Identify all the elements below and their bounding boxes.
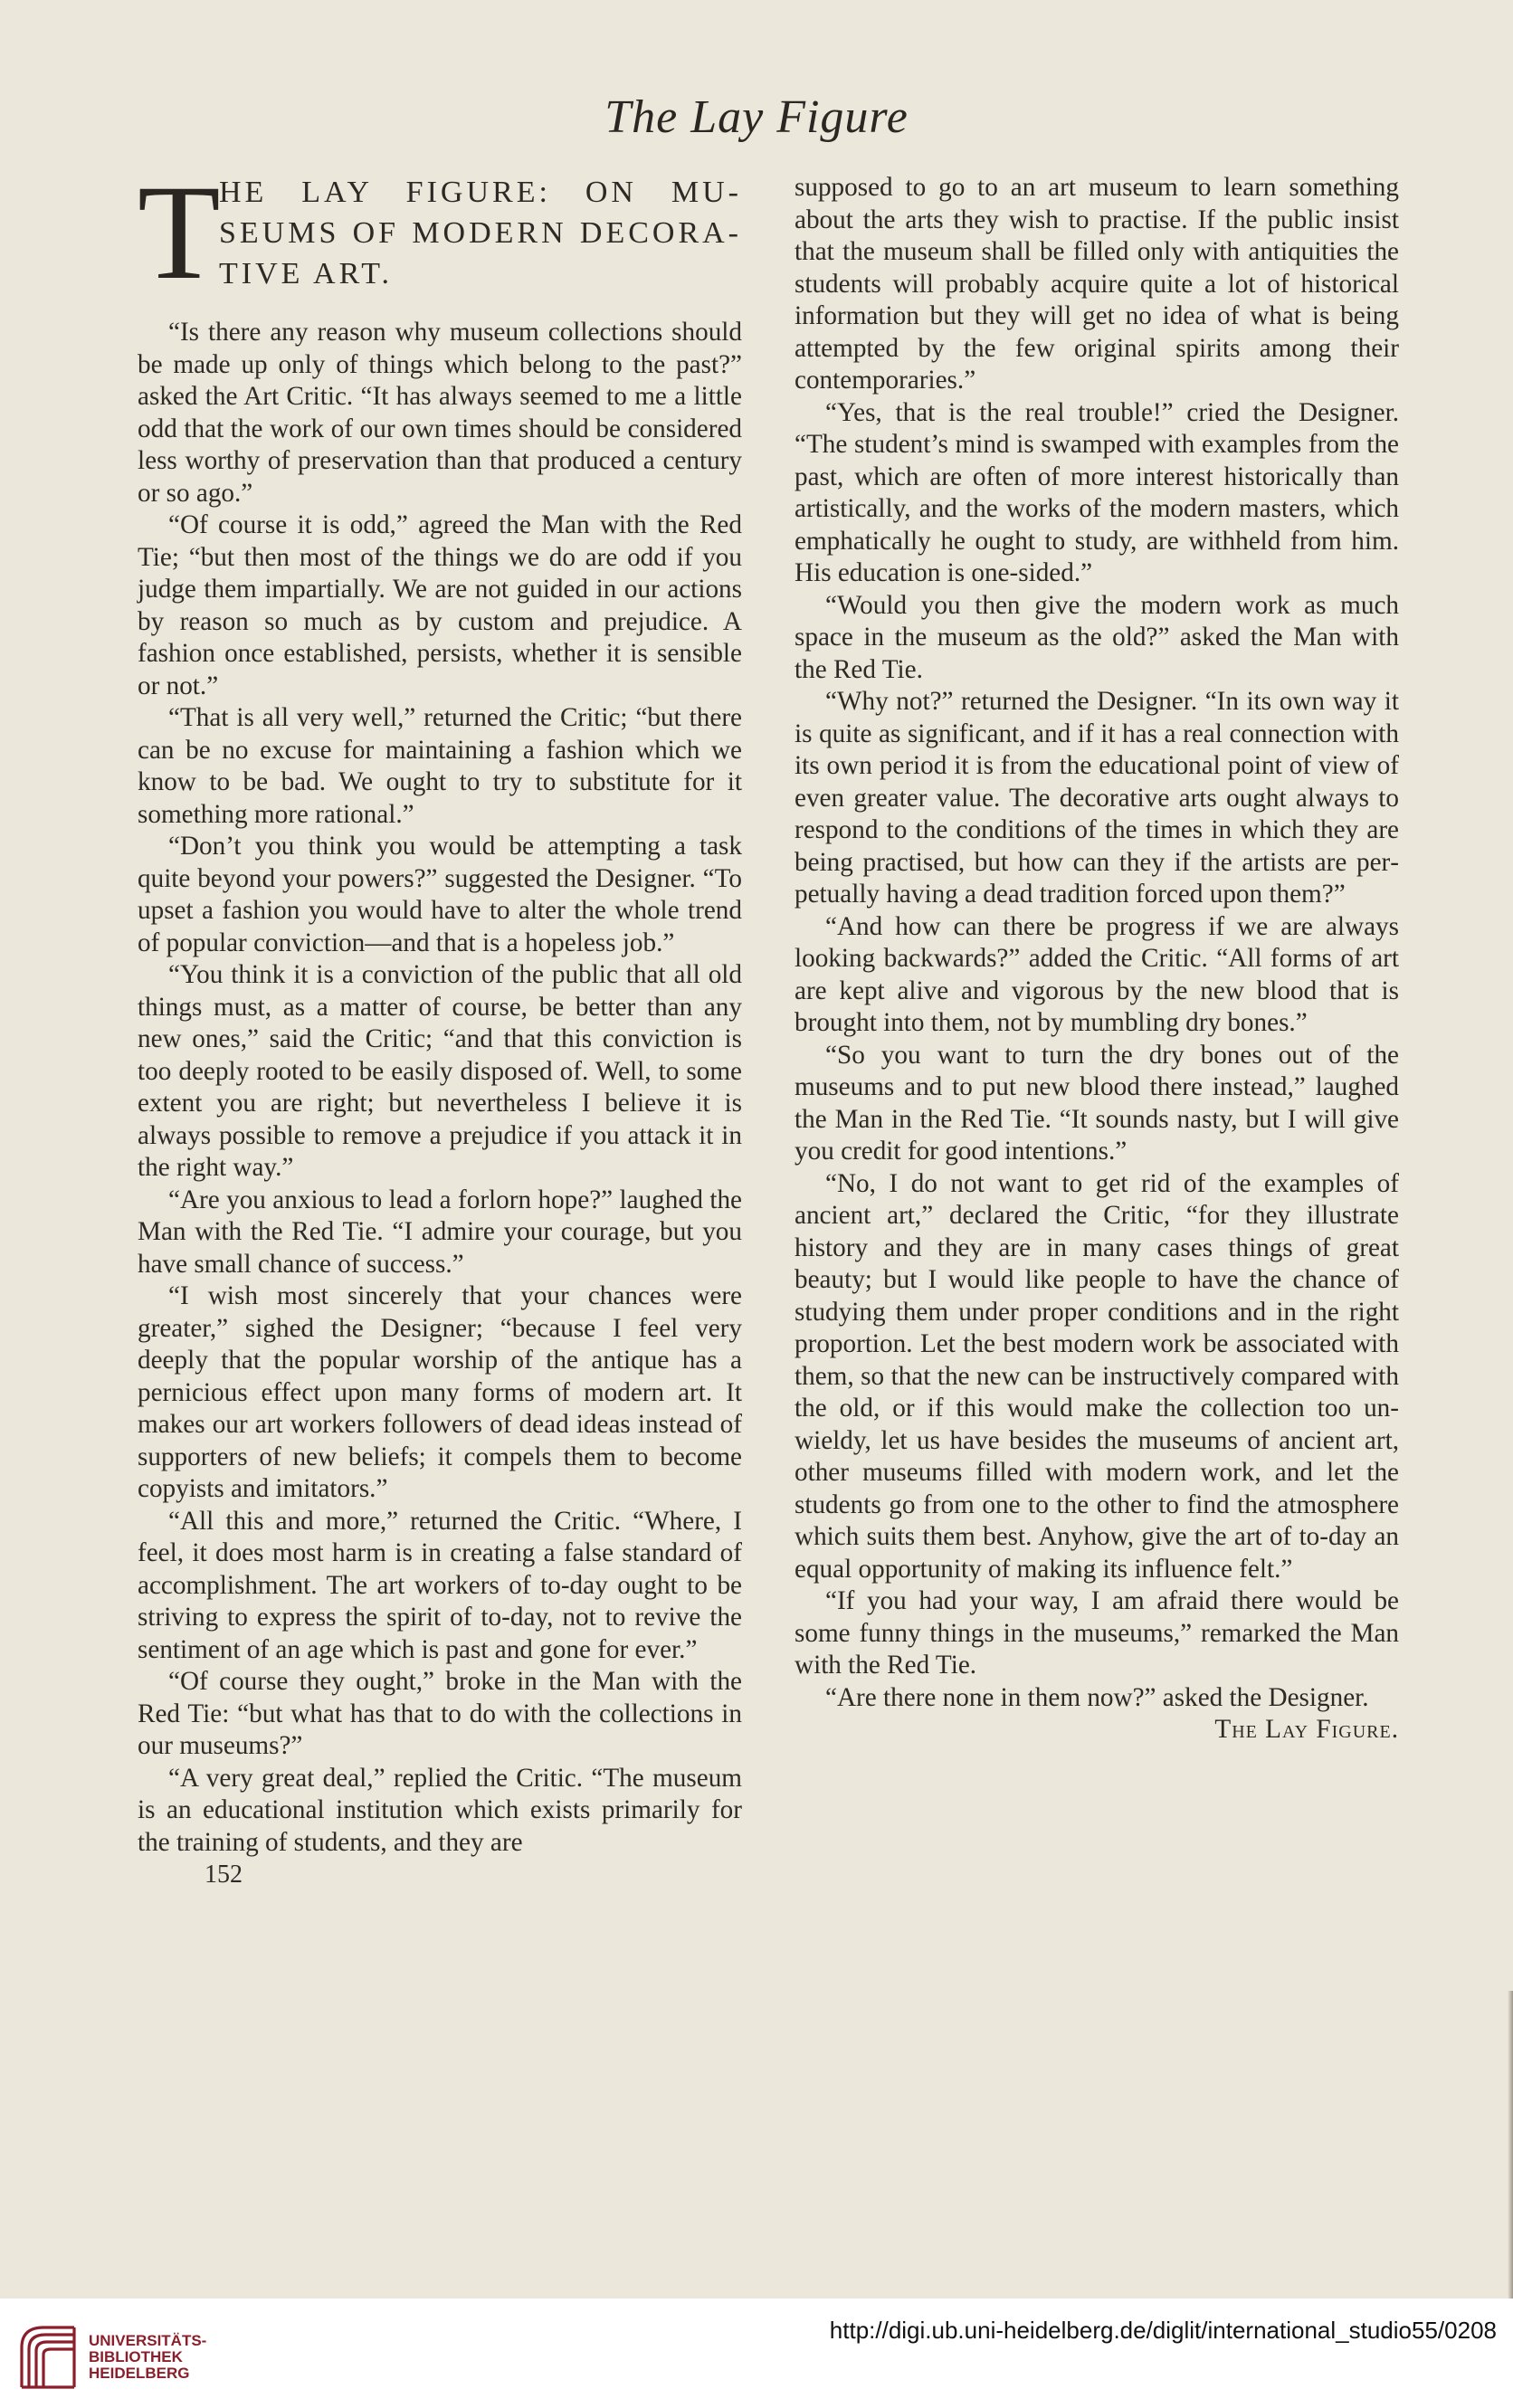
paragraph: “Don’t you think you would be attempting a task quite beyond your powers?” suggested the Designer. “To upset a fashion you would have to alter the whole trend of popular conviction—and that is a hopeless job.” (138, 832, 742, 957)
drop-cap: T (138, 157, 221, 308)
library-name-line: HEIDELBERG (89, 2365, 190, 2382)
paragraph: “Are you anxious to lead a forlorn hope?” laughed the Man with the Red Tie. “I admire your courage, but you have small chance of success.” (138, 1185, 742, 1279)
paragraph: “Why not?” returned the Designer. “In its own way it is quite as significant, and if it has a real connection with its own period it is from the educational point of view of even greater value. The decorative arts ought always to respond to the conditions of the times in which they are being practised, but how can they if the artists are perpetually having a dead tradition forced upon them?” (795, 687, 1399, 909)
paragraph: “Is there any reason why museum collections should be made up only of things which belong to the past?” asked the Art Critic. “It has always seemed to me a little odd that the work of our own times should be considered less worthy of preservation than that produced a century or so ago.” (138, 318, 742, 508)
paragraph: “I wish most sincerely that your chances were greater,” sighed the Designer; “because I feel very deeply that the popular worship of the antique has a pernicious effect upon many forms of modern art. It makes our art workers followers of dead ideas instead of supporters of new beliefs; it compels them to become copyists and imitators.” (138, 1281, 742, 1503)
article-heading (138, 157, 742, 308)
paragraph: “No, I do not want to get rid of the examples of ancient art,” declared the Critic, “for they illustrate history and they are in many cases things of great beauty; but I would like people to have the chance of studying them under proper conditions and in the right proportion. Let the best modern work be associated with them, so that the new can be instructively compared with the old, or if this would make the collection too unwieldy, let us have besides the museums of ancient art, other museums filled with modern work, and let the students go from one to the other to find the atmosphere which suits them best. Anyhow, give the art of to-day an equal opportunity of making its influence felt.” (795, 1168, 1399, 1584)
paragraph: supposed to go to an art museum to learn something about the arts they wish to practise. If the public insist that the museum shall be filled only with antiquities the students will probably acquire quite a lot of historical information but they will get no idea of what is being attempted by the few original spirits among their contemporaries.” (795, 173, 1399, 395)
paragraph: “Yes, that is the real trouble!” cried the Designer. “The student’s mind is swamped with examples from the past, which are often of more interest historically than artistically, and the works of the modern masters, which emphatically he ought to study, are withheld from him. His education is one-sided.” (795, 397, 1399, 587)
library-logo-icon (16, 2320, 80, 2393)
footer-bar (0, 2299, 1513, 2408)
paragraph: “Of course it is odd,” agreed the Man with the Red Tie; “but then most of the things we do are odd if you judge them impartially. We are not guided in our actions by reason so much as by custom and prejudice. A fashion once established, persists, whether it is sensible or not.” (138, 510, 742, 700)
paragraph: “So you want to turn the dry bones out of the museums and to put new blood there instead,” laughed the Man in the Red Tie. “It sounds nasty, but I will give you credit for good intentions.” (795, 1040, 1399, 1166)
library-name-line: UNIVERSITÄTS- (89, 2332, 207, 2349)
paragraph: “All this and more,” returned the Critic. “Where, I feel, it does most harm is in creating a false standard of accomplishment. The art workers of to-day ought to be striving to express the spirit of to-day, not to revive the sentiment of an age which is past and gone for ever.” (138, 1506, 742, 1664)
paragraph: “A very great deal,” replied the Critic. “The museum is an educational institution which exists primarily for the training of students, and they are (138, 1763, 742, 1857)
running-head: The Lay Figure (604, 91, 909, 143)
library-name (89, 2333, 206, 2382)
page-edge-shadow (1508, 1991, 1513, 2299)
article-title: HE LAY FIGURE: ON MU- SEUMS OF MODERN DECORA- TIVE ART. (219, 176, 742, 290)
paragraph: “If you had your way, I am afraid there would be some funny things in the museums,” remarked the Man with the Red Tie. (795, 1586, 1399, 1680)
paragraph-text: “Are there none in them now?” asked the Designer. (825, 1682, 1369, 1712)
signature: The Lay Figure. (1214, 1715, 1399, 1744)
paragraph: “Would you then give the modern work as much space in the museum as the old?” asked the Man with the Red Tie. (795, 590, 1399, 684)
library-name-line: BIBLIOTHEK (89, 2348, 183, 2365)
paragraph: “And how can there be progress if we are always looking backwards?” added the Critic. “All forms of art are kept alive and vigorous by the new blood that is brought into them, not by mumbling dry bones.” (795, 911, 1399, 1037)
paragraph: “That is all very well,” returned the Critic; “but there can be no excuse for maintaining a fashion which we know to be bad. We ought to try to substitute for it something more rational.” (138, 703, 742, 829)
source-url[interactable]: http://digi.ub.uni-heidelberg.de/diglit/international_studio55/0208 (829, 2317, 1497, 2344)
paragraph: “You think it is a conviction of the public that all old things must, as a matter of course, be better than any new ones,” said the Critic; “and that this conviction is too deeply rooted to be easily disposed of. Well, to some extent you are right; but nevertheless I believe it is always possible to remove a prejudice if you attack it in the right way.” (138, 960, 742, 1182)
right-column (795, 172, 1399, 1747)
left-column (138, 157, 742, 1891)
page-number: 152 (205, 1861, 243, 1889)
last-paragraph (795, 1682, 1399, 1744)
paragraph: “Of course they ought,” broke in the Man with the Red Tie: “but what has that to do with the collections in our museums?” (138, 1667, 742, 1760)
